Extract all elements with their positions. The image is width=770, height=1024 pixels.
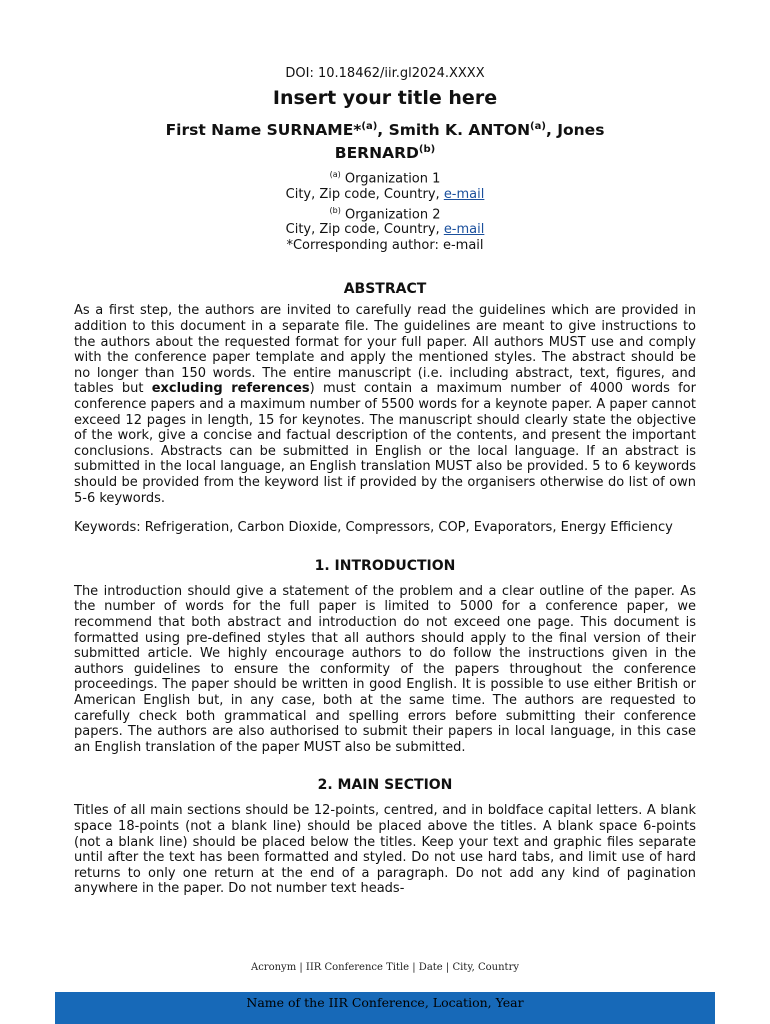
affiliation-1-email-link[interactable]: e-mail bbox=[443, 187, 485, 203]
paper-title: Insert your title here bbox=[272, 87, 498, 109]
author-1-affil: (a) bbox=[361, 121, 378, 132]
running-footer: Acronym | IIR Conference Title | Date | City, Country bbox=[250, 962, 520, 973]
affiliation-2-address bbox=[74, 222, 696, 238]
author-1: First Name SURNAME* bbox=[165, 121, 362, 140]
affiliation-1-address bbox=[74, 187, 696, 203]
author-separator: , bbox=[377, 121, 389, 140]
affiliations bbox=[74, 167, 696, 253]
affiliation-1-marker: (a) bbox=[329, 170, 341, 180]
corresponding-author: *Corresponding author: e-mail bbox=[286, 237, 484, 253]
abstract-bold-phrase: excluding references bbox=[151, 381, 310, 397]
main-section-text: Titles of all main sections should be 12-points, centred, and in boldface capital letters. A blank space 18-points (not a blank line) should be placed above the titles. A blank space 6-points (not a blank line) should be placed below the titles. Keep your text and graphic files separate until after the text has been formatted and styled. Do not use hard tabs, and limit use of hard returns to only one return at the end of a paragraph. Do not add any kind of pagination anywhere in the paper. Do not number text heads- bbox=[74, 803, 696, 897]
affiliation-2-email-link[interactable]: e-mail bbox=[443, 222, 485, 238]
author-3-affil: (b) bbox=[418, 144, 436, 156]
affiliation-1 bbox=[74, 167, 696, 187]
doi-line: DOI: 10.18462/iir.gl2024.XXXX bbox=[285, 66, 485, 81]
introduction-heading: 1. INTRODUCTION bbox=[314, 557, 456, 574]
author-separator: , bbox=[545, 121, 558, 140]
affiliation-2-name: Organization 2 bbox=[340, 206, 441, 222]
affiliation-1-name: Organization 1 bbox=[340, 171, 441, 187]
affiliation-1-city: City, Zip code, Country, bbox=[285, 187, 444, 203]
author-3: Jones BERNARD bbox=[334, 121, 605, 163]
introduction-text: The introduction should give a statement of the problem and a clear outline of the paper. As the number of words for the full paper is limited to 5000 for a conference paper, we recommend that both abstract and introduction do not exceed one page. This document is formatted using pre-defined styles that all authors should apply to the final version of their submitted article. We highly encourage authors to do follow the instructions given in the authors guidelines to ensure the conformity of the papers throughout the conference proceedings. The paper should be written in good English. It is possible to use either British or American English but, in any case, both at the same time. The authors are requested to carefully check both grammatical and spelling errors before submitting their conference papers. The authors are also authorised to submit their papers in local language, in this case an English translation of the paper MUST also be submitted. bbox=[74, 583, 696, 755]
main-section-heading: 2. MAIN SECTION bbox=[317, 777, 453, 794]
author-list bbox=[134, 117, 636, 163]
abstract-text-part-2: ) must contain a maximum number of 4000 words for conference papers and a maximum number of 5500 words for a keynote paper. A paper cannot exceed 12 pages in length, 15 for keynotes. The manuscript should clearly state the objective of the work, give a concise and factual description of the contents, and present the important conclusions. Abstracts can be submitted in English or the local language. If an abstract is submitted in the local language, an English translation MUST also be provided. 5 to 6 keywords should be provided from the keyword list if provided by the organisers otherwise do list of own 5-6 keywords. bbox=[74, 381, 696, 506]
footer-bar bbox=[55, 992, 715, 1024]
keywords: Keywords: Refrigeration, Carbon Dioxide, Compressors, COP, Evaporators, Energy Efficiency bbox=[74, 520, 673, 536]
author-2-affil: (a) bbox=[530, 121, 546, 132]
abstract-text bbox=[74, 303, 696, 506]
author-2: Smith K. ANTON bbox=[388, 121, 531, 140]
affiliation-2-marker: (b) bbox=[329, 205, 341, 215]
footer-bar-text: Name of the IIR Conference, Location, Year bbox=[246, 995, 524, 1010]
abstract-heading: ABSTRACT bbox=[343, 281, 427, 298]
abstract-text-part-1: As a first step, the authors are invited to carefully read the guidelines which are provided in addition to this document in a separate file. The guidelines are meant to give instructions to the authors about the requested format for your full paper. All authors MUST use and comply with the conference paper template and apply the mentioned styles. The abstract should be no longer than 150 words. The entire manuscript (i.e. including abstract, text, figures, and tables but bbox=[74, 303, 696, 397]
page-content bbox=[74, 66, 696, 897]
affiliation-2-city: City, Zip code, Country, bbox=[285, 222, 444, 238]
affiliation-2 bbox=[74, 203, 696, 223]
